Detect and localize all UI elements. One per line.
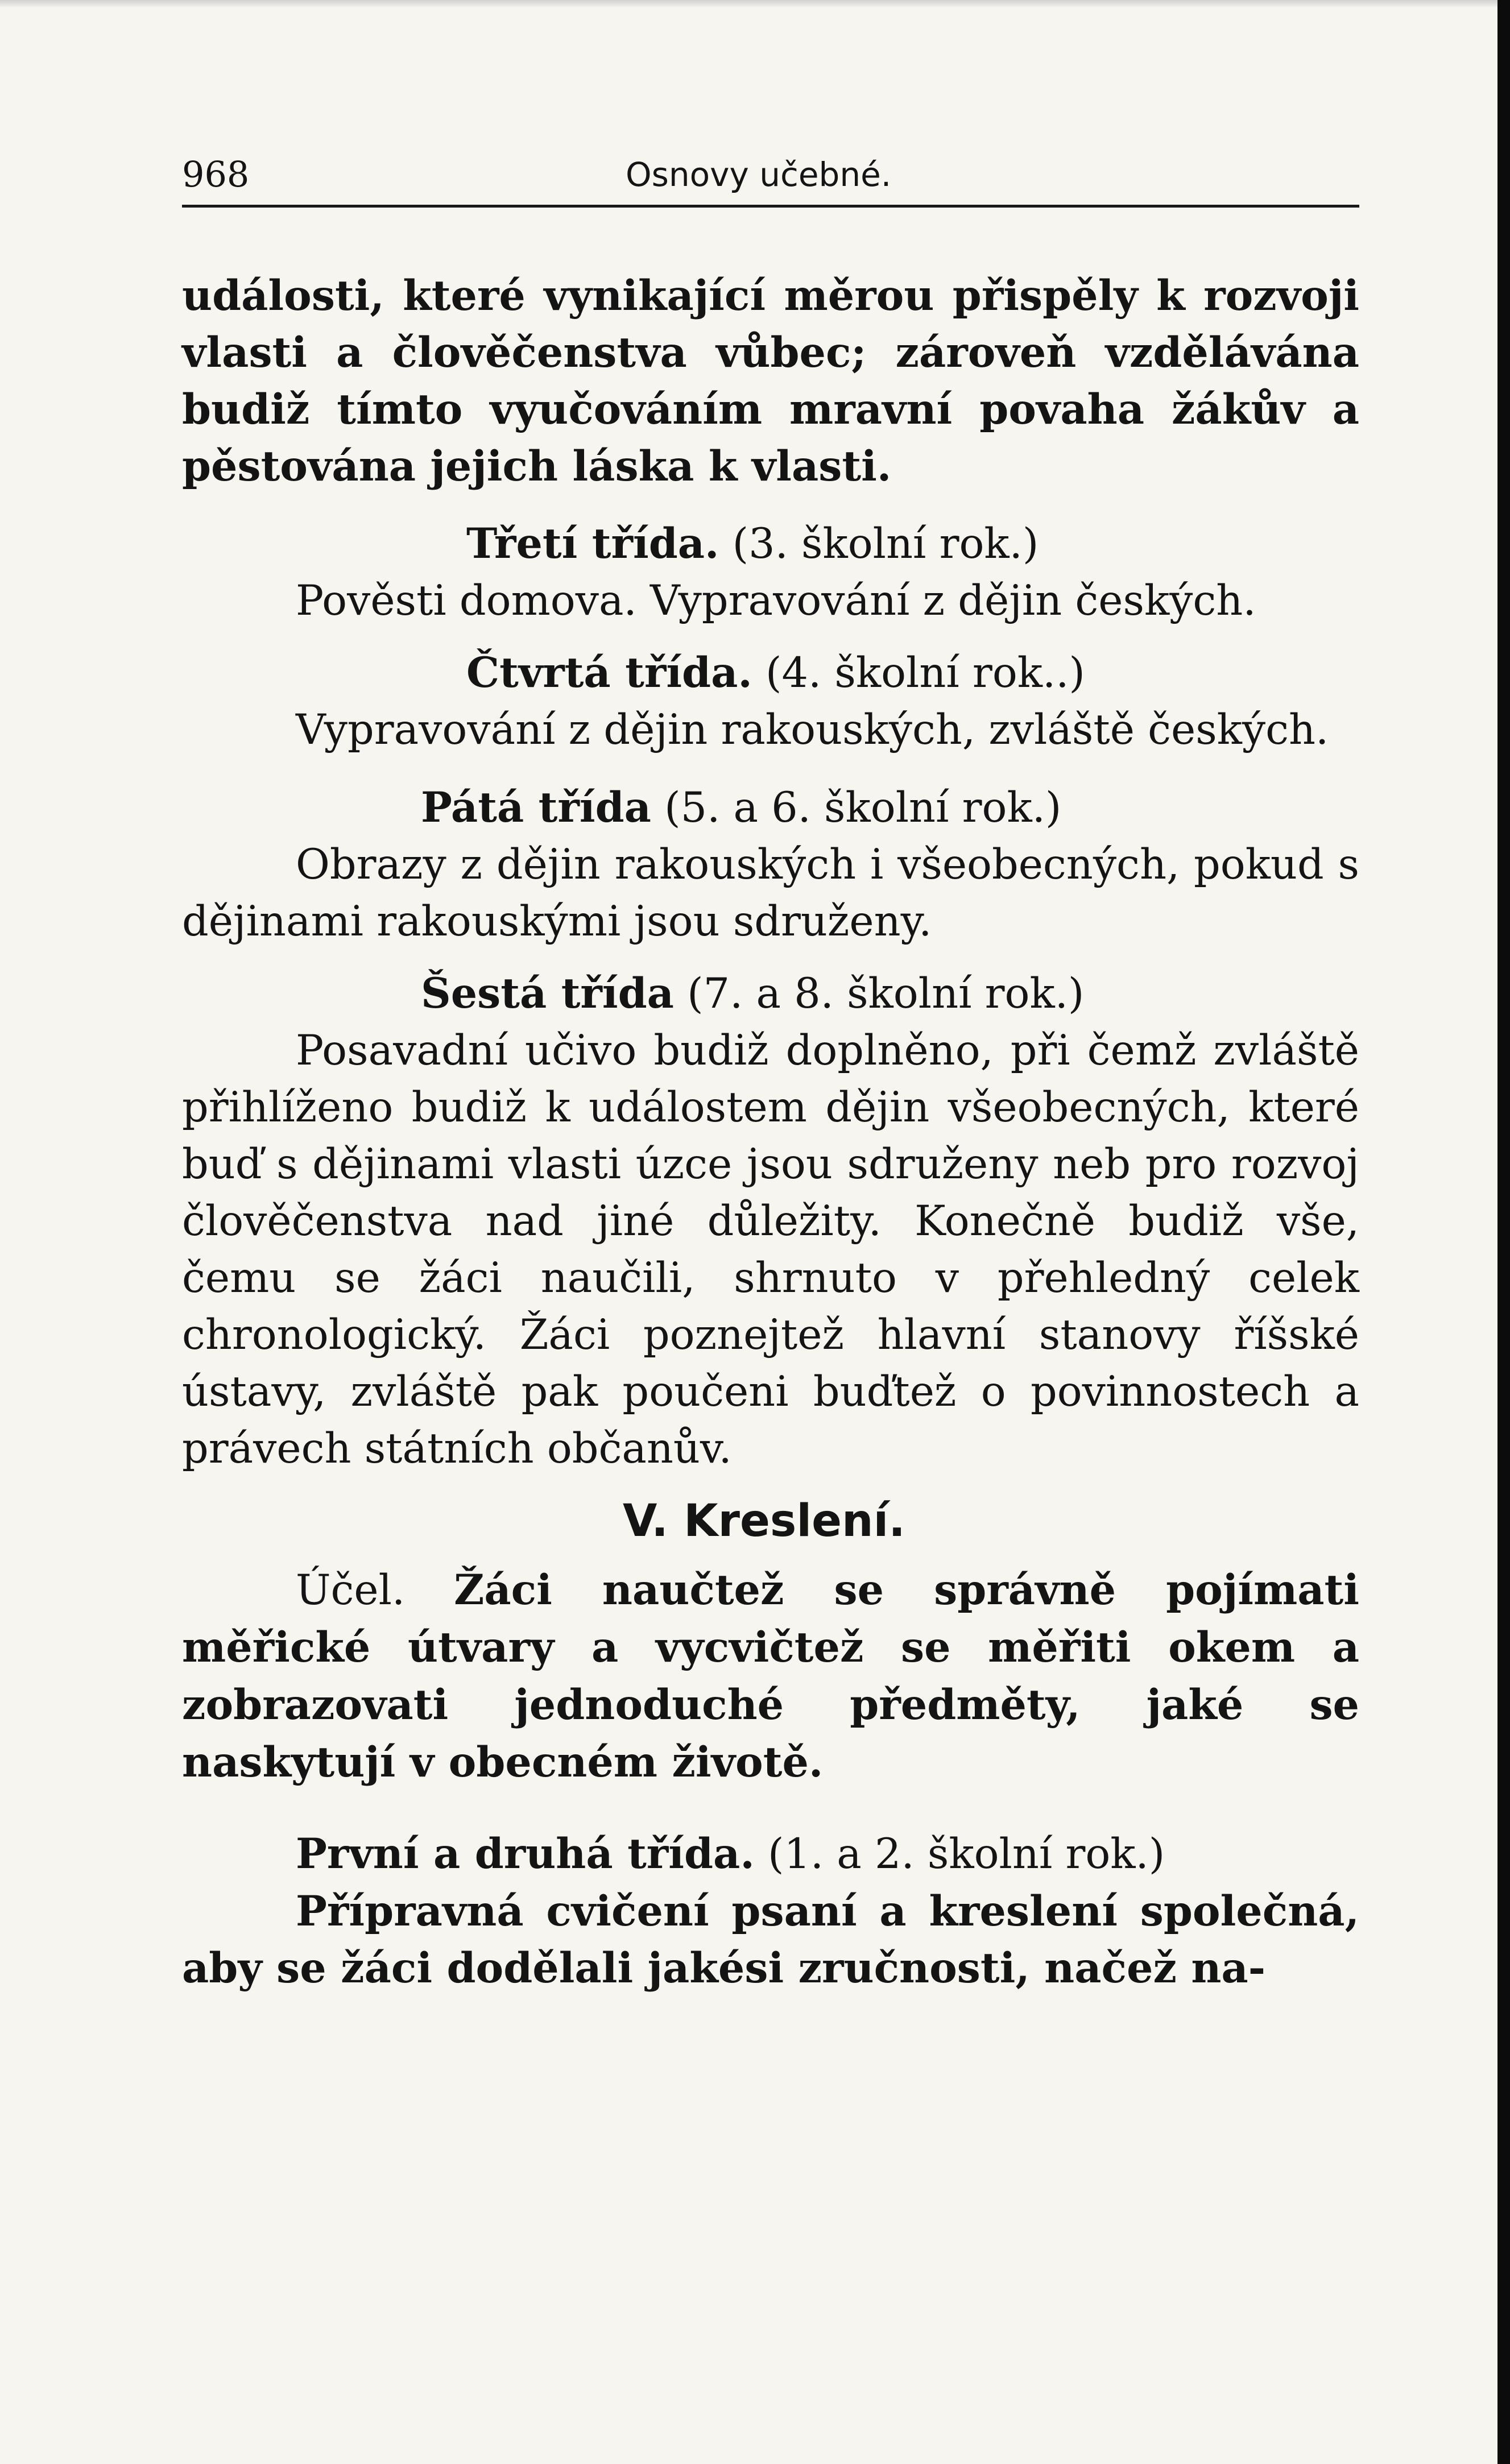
running-title: Osnovy učebné. bbox=[626, 155, 892, 194]
first-second-class-text: Přípravná cvičení psaní a kreslení společná, aby se žáci dodělali jakési zručnosti, načež na- bbox=[182, 1887, 1359, 1993]
third-class-text: Pověsti domova. Vypravování z dějin českých. bbox=[296, 577, 1256, 625]
first-second-class-heading bbox=[182, 1825, 1359, 1883]
fifth-class-title: Pátá třída bbox=[421, 783, 651, 832]
first-second-class-note: (1. a 2. školní rok.) bbox=[767, 1830, 1165, 1878]
fifth-class-note: (5. a 6. školní rok.) bbox=[664, 784, 1062, 832]
scan-edge-top bbox=[0, 0, 1510, 8]
fourth-class-note: (4. školní rok..) bbox=[766, 649, 1085, 697]
third-class-heading bbox=[182, 515, 1359, 573]
scan-edge-right bbox=[1497, 0, 1510, 2464]
first-second-class-title: První a druhá třída. bbox=[296, 1829, 755, 1878]
sixth-class-note: (7. a 8. školní rok.) bbox=[687, 970, 1085, 1018]
sixth-class-title: Šestá třída bbox=[421, 969, 674, 1018]
third-class-title: Třetí třída. bbox=[466, 519, 719, 568]
opening-paragraph: události, které vynikající měrou přispěly k rozvoji vlasti a člověčenstva vůbec; zároveň vzdělávána budiž tímto vyučováním mravní povaha žákův a pěstována jejich láska k vlasti. bbox=[182, 271, 1359, 491]
fourth-class-title: Čtvrtá třída. bbox=[466, 648, 752, 697]
sixth-class-text: Posavadní učivo budiž doplněno, při čemž zvláště přihlíženo budiž k událostem dějin všeobecných, které buď s dějinami vlasti úzce jsou sdruženy neb pro rozvoj člověčenstva nad jiné důležity. Konečně budiž vše, čemu se žáci naučili, shrnuto v přehledný celek chronologický. Žáci poznejtež hlavní stanovy říšské ústavy, zvláště pak poučeni buďtež o povinnostech a právech státních občanův. bbox=[182, 1026, 1359, 1473]
purpose-paragraph bbox=[182, 1562, 1359, 1791]
fifth-class-heading bbox=[182, 779, 1359, 836]
third-class-note: (3. školní rok.) bbox=[732, 520, 1039, 568]
purpose-label: Účel. bbox=[296, 1566, 406, 1614]
page-number: 968 bbox=[182, 154, 250, 195]
sixth-class-heading bbox=[182, 965, 1359, 1022]
page-body bbox=[182, 267, 1359, 1997]
fourth-class-text: Vypravování z dějin rakouských, zvláště českých. bbox=[296, 706, 1329, 754]
fourth-class-heading bbox=[182, 644, 1359, 702]
header-rule bbox=[182, 205, 1359, 208]
purpose-text: Žáci naučtež se správně pojímati měřické útvary a vycvičtež se měřiti okem a zobrazovati jednoduché předměty, jaké se naskytují v obecném životě. bbox=[182, 1566, 1359, 1787]
fifth-class-text: Obrazy z dějin rakouských i všeobecných, pokud s dějinami rakouskými jsou sdruženy. bbox=[182, 840, 1359, 946]
section-title: V. Kreslení. bbox=[623, 1496, 905, 1547]
page-header bbox=[182, 149, 1359, 200]
